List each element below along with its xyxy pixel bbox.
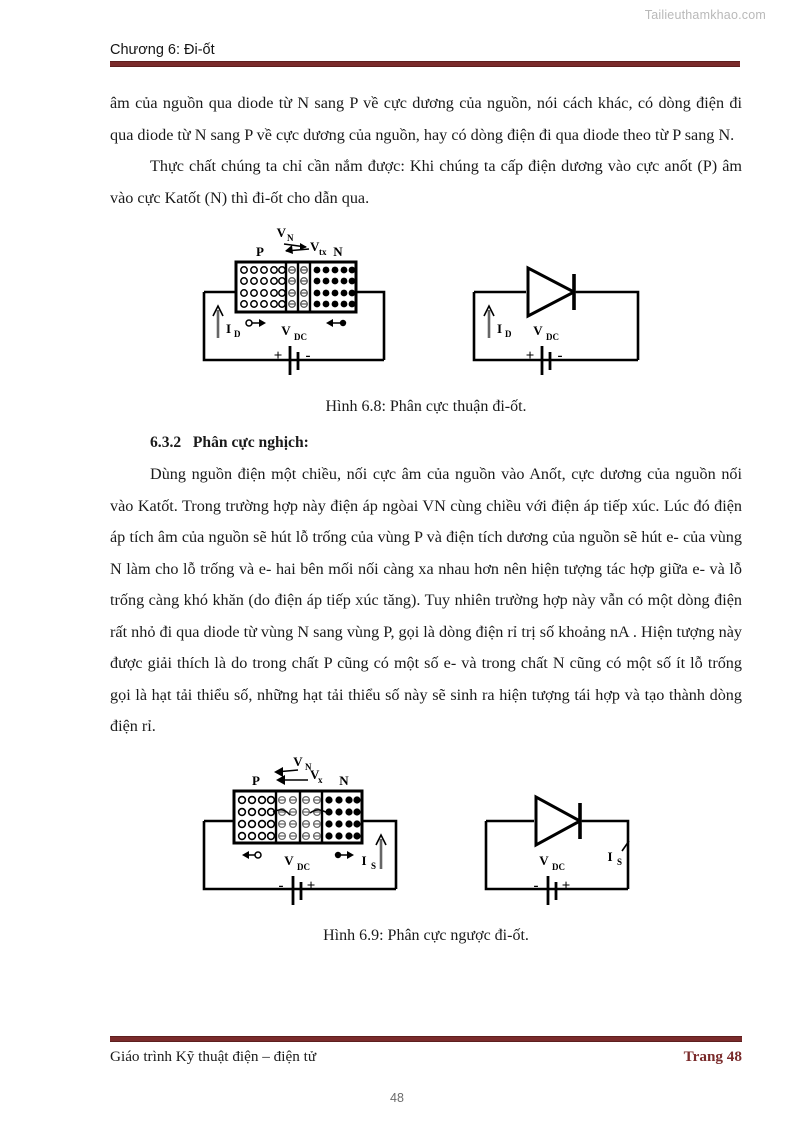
- figure-2-label-vn: V: [293, 753, 303, 769]
- figure-1-battery-negative-sign: -: [305, 348, 311, 364]
- watermark-text: Tailieuthamkhao.com: [644, 8, 766, 22]
- figure-6-9-graphic: [186, 749, 666, 914]
- figure-2-diode-label-vdc: V: [539, 852, 549, 868]
- figure-1-label-vdc-subscript: DC: [294, 332, 307, 342]
- figure-1-label-n: N: [333, 244, 343, 259]
- figure-1-label-current: I: [226, 321, 232, 336]
- figure-6-9: [110, 749, 742, 919]
- paragraph-forward-bias-summary: Thực chất chúng ta chỉ cần nắm được: Khi chúng ta cấp điện dương vào cực anốt (P) âm vào cực Katốt (N) thì đi-ốt cho dẫn qua.: [110, 157, 742, 207]
- figure-1-battery-positive-sign: +: [273, 348, 283, 364]
- figure-1-label-current-subscript: D: [234, 329, 241, 339]
- footer-page-label: Trang 48: [683, 1048, 742, 1065]
- pn-junction-bar-reverse: [234, 791, 362, 843]
- figure-2-diode-label-current: I: [607, 848, 613, 864]
- figure-2-diode-battery-symbol: [548, 876, 556, 905]
- section-title: Phân cực nghịch:: [192, 434, 309, 451]
- footer-book-title: Giáo trình Kỹ thuật điện – điện tử: [110, 1048, 317, 1065]
- chapter-title: Chương 6: Đi-ốt: [110, 42, 215, 58]
- figure-1-diode-label-vdc-subscript: DC: [546, 332, 559, 342]
- diode-symbol-reverse: [536, 797, 580, 845]
- figure-6-8: [110, 220, 742, 390]
- section-heading: [150, 429, 742, 457]
- paragraph-continuation: âm của nguồn qua diode từ N sang P về cực dương của nguồn, nói cách khác, có dòng điện đi qua diode từ N sang P về cực dương của nguồn, hay có dòng điện đi qua diode theo từ P sang N.: [110, 94, 742, 144]
- paragraph-reverse-bias: Dùng nguồn điện một chiều, nối cực âm của nguồn vào Anốt, cực dương của nguồn nối vào Katốt. Trong trường hợp này điện áp ngòai VN cùng chiều với điện áp tiếp xúc. Lúc đó điện áp tích âm của nguồn sẽ hút lỗ trống của vùng P và điện tích dương của nguồn sẽ hút e- của vùng N làm cho lỗ trống và e- hai bên mối nối càng xa nhau hơn nên hiện tượng tác hợp giữa e- và lỗ trống càng khó khăn (do điện áp tiếp xúc tăng). Tuy nhiên trường hợp này vẫn có một dòng điện rất nhỏ đi qua diode từ vùng N sang vùng P, gọi là dòng điện rỉ trị số khoảng nA . Hiện tượng này được giải thích là do trong chất P cũng có một số e- và trong chất N cũng có một số ít lỗ trống gọi là hạt tải thiểu số, những hạt tải thiểu số này sẽ sinh ra hiện tượng tái hợp và tạo thành dòng điện rỉ.: [110, 465, 742, 735]
- figure-2-label-vn-subscript: N: [305, 761, 312, 772]
- figure-1-label-vn-subscript: N: [287, 233, 294, 243]
- figure-2-label-vtx: V: [310, 766, 320, 782]
- figure-2-diode-battery-negative-sign: -: [533, 877, 539, 894]
- figure-1-label-vtx-subscript: tx: [319, 247, 327, 257]
- diode-symbol-forward: [528, 268, 574, 316]
- page-header: [110, 42, 740, 67]
- figure-1-label-vdc: V: [281, 323, 291, 338]
- figure-2-diode-label-vdc-subscript: DC: [552, 861, 565, 872]
- figure-2-current-arrow-icon: [376, 835, 386, 869]
- figure-6-9-caption: Hình 6.9: Phân cực ngược đi-ốt.: [323, 926, 529, 944]
- figure-1-label-p: P: [256, 244, 264, 259]
- figure-2-label-vtx-subscript: x: [318, 774, 323, 785]
- section-number: 6.3.2: [150, 434, 182, 451]
- figure-2-label-n: N: [339, 772, 349, 788]
- figure-2-battery-symbol: [293, 876, 301, 905]
- figure-2-label-p: P: [252, 772, 260, 788]
- figure-6-8-graphic: [186, 220, 666, 385]
- figure-6-8-caption: Hình 6.8: Phân cực thuận đi-ốt.: [325, 398, 527, 415]
- page-number: 48: [390, 1091, 404, 1105]
- figure-1-label-vn: V: [276, 225, 286, 240]
- figure-2-diode-label-current-subscript: S: [617, 856, 623, 867]
- figure-2-battery-negative-sign: -: [278, 877, 284, 894]
- footer-divider: [110, 1036, 742, 1042]
- hole-drift-arrow-icon-reverse: [242, 851, 261, 859]
- figure-1-diode-label-current: I: [497, 321, 503, 336]
- header-divider: [110, 61, 740, 67]
- hole-drift-arrow-icon: [246, 319, 266, 327]
- page-footer: [110, 1036, 742, 1066]
- figure-2-battery-positive-sign: +: [306, 877, 316, 894]
- figure-1-diode-current-arrow-icon: [484, 306, 494, 338]
- figure-2-label-current: I: [361, 852, 367, 868]
- figure-1-diode-label-current-subscript: D: [505, 329, 512, 339]
- figure-1-diode-battery-negative-sign: -: [557, 348, 563, 364]
- figure-1-label-vtx: V: [310, 239, 320, 254]
- figure-2-diode-battery-positive-sign: +: [561, 877, 571, 894]
- figure-2-label-vdc: V: [284, 852, 294, 868]
- figure-1-diode-label-vdc: V: [533, 323, 543, 338]
- vtx-arrow-left-icon-reverse: [276, 775, 308, 785]
- page-content: [110, 88, 742, 949]
- electron-drift-arrow-icon: [326, 319, 346, 327]
- figure-2-label-current-subscript: S: [371, 860, 377, 871]
- electron-drift-arrow-icon-reverse: [335, 851, 354, 859]
- figure-1-current-arrow-icon: [213, 306, 223, 338]
- figure-1-diode-battery-positive-sign: +: [525, 348, 535, 364]
- figure-2-label-vdc-subscript: DC: [297, 861, 310, 872]
